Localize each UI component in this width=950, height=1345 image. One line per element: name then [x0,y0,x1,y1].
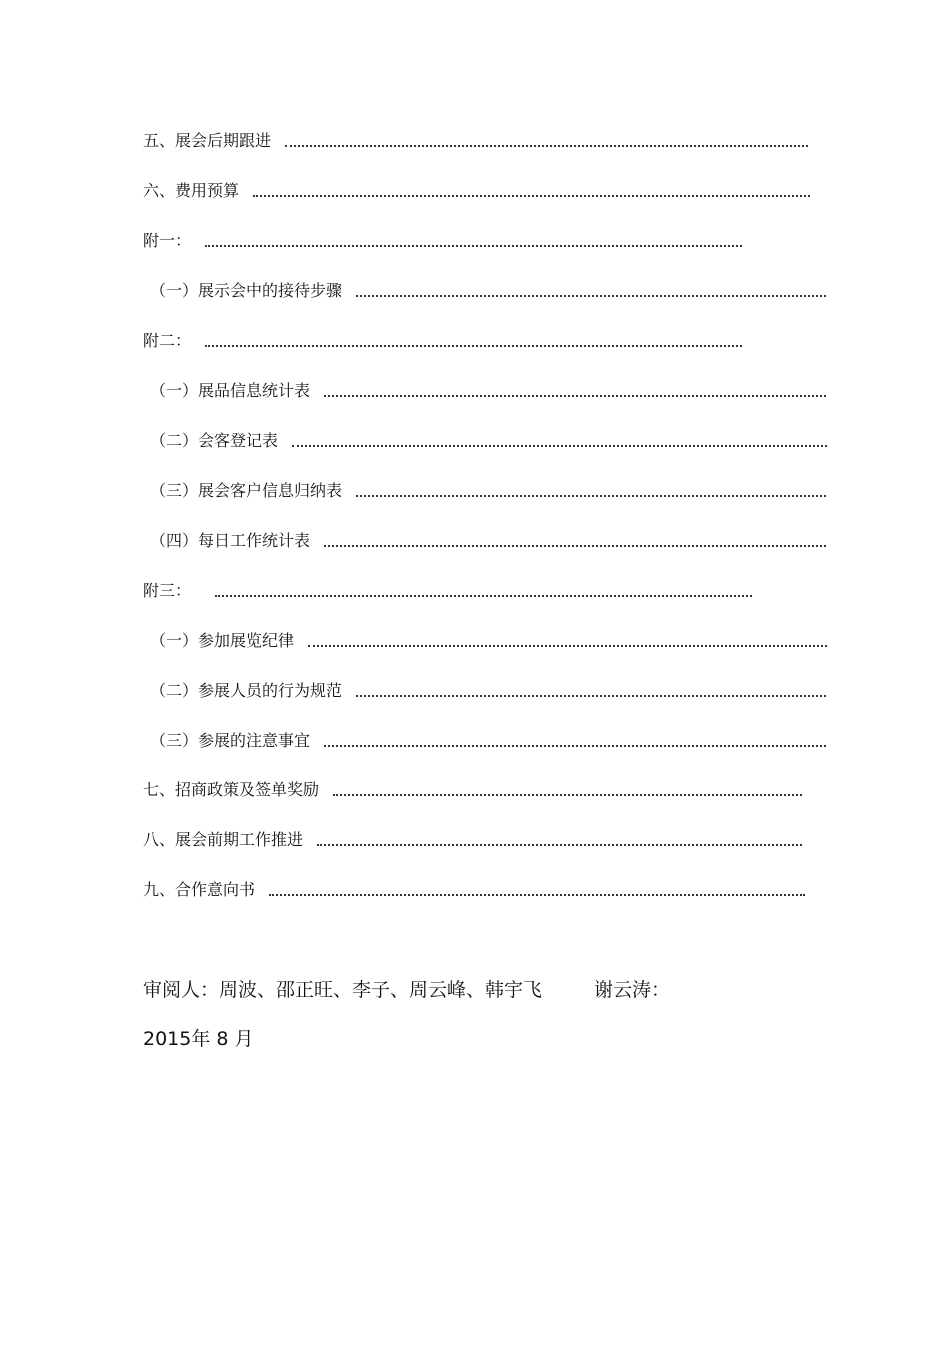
toc-item-label: 附二： [143,331,192,350]
dot-leader [324,380,826,402]
toc-item-exhibition-rules [150,630,827,652]
dot-leader [333,779,802,801]
toc-item-daily-stats [150,530,826,552]
toc-item-label: （四）每日工作统计表 [150,531,311,550]
toc-item-visitor-register [150,430,827,452]
dot-leader [205,230,742,252]
toc-item-preparation [143,829,802,851]
toc-item-appendix-2 [143,330,742,352]
document-date: 2015年 8 月 [143,1028,254,1050]
toc-item-letter-of-intent [143,879,805,901]
dot-leader [253,180,810,202]
toc-item-label: 七、招商政策及签单奖励 [143,780,320,799]
toc-item-label: （一）展示会中的接待步骤 [150,281,343,300]
dot-leader [356,680,826,702]
toc-item-label: 九、合作意向书 [143,880,256,899]
dot-leader [269,879,805,901]
toc-item-followup [143,130,808,152]
dot-leader [285,130,808,152]
toc-item-label: （二）参展人员的行为规范 [150,681,343,700]
toc-item-precautions [150,730,826,752]
toc-item-customer-summary [150,480,826,502]
toc-item-conduct-code [150,680,826,702]
dot-leader [292,430,827,452]
toc-item-reception-steps [150,280,826,302]
toc-item-appendix-3 [143,580,752,602]
dot-leader [205,330,742,352]
dot-leader [308,630,827,652]
toc-item-investment-policy [143,779,802,801]
dot-leader [215,580,752,602]
toc-item-budget [143,180,810,202]
toc-item-label: 附三： [143,581,192,600]
dot-leader [356,480,826,502]
toc-item-label: （一）参加展览纪律 [150,631,295,650]
toc-item-label: （二）会客登记表 [150,431,279,450]
dot-leader [324,730,826,752]
dot-leader [356,280,826,302]
reviewers-line [143,976,670,1004]
dot-leader [317,829,802,851]
toc-item-appendix-1 [143,230,742,252]
toc-item-label: 五、展会后期跟进 [143,131,272,150]
toc-item-label: 六、费用预算 [143,181,240,200]
toc-item-label: （三）参展的注意事宜 [150,731,311,750]
toc-item-exhibit-stats [150,380,826,402]
dot-leader [324,530,826,552]
toc-item-label: （三）展会客户信息归纳表 [150,481,343,500]
reviewers-text: 审阅人：周波、邵正旺、李子、周云峰、韩宇飞 [143,979,543,1001]
toc-item-label: 八、展会前期工作推进 [143,830,304,849]
toc-item-label: 附一： [143,231,192,250]
reviewer-extra-text: 谢云涛： [594,979,671,1001]
toc-item-label: （一）展品信息统计表 [150,381,311,400]
